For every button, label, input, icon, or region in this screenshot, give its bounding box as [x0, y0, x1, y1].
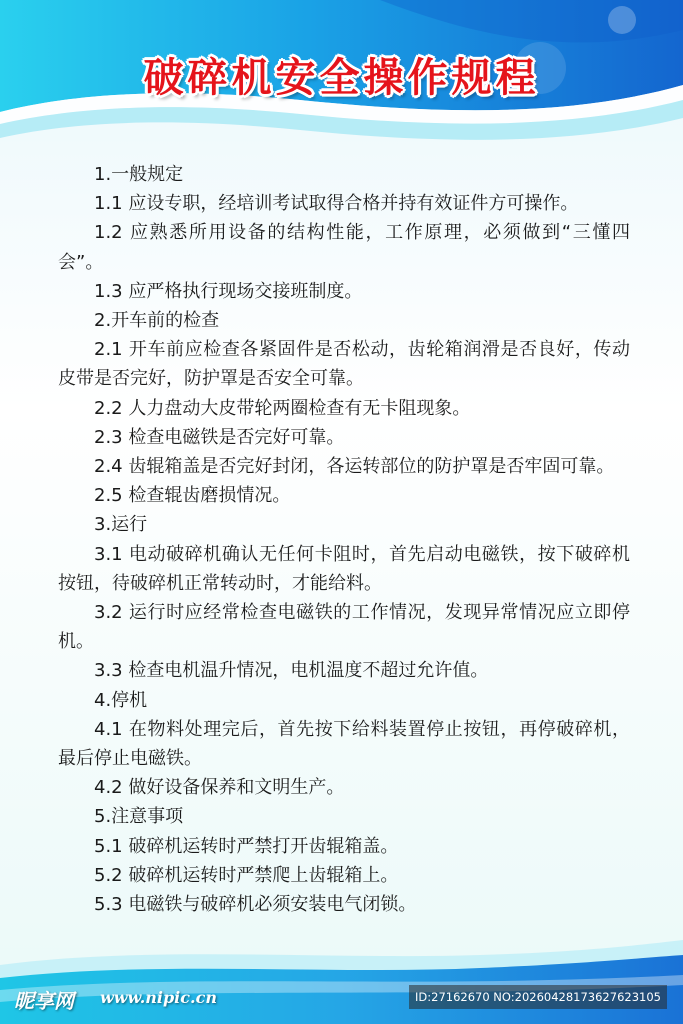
rule-paragraph: 2.3 检查电磁铁是否完好可靠。 [94, 426, 345, 448]
rule-paragraph: 3.1 电动破碎机确认无任何卡阻时，首先启动电磁铁，按下破碎机按钮，待破碎机正常转动时，才能给料。 [58, 543, 630, 594]
rule-paragraph: 2.4 齿辊箱盖是否完好封闭，各运转部位的防护罩是否牢固可靠。 [94, 456, 615, 478]
nipic-logo: 昵享网 [14, 989, 74, 1013]
rule-paragraph: 1.3 应严格执行现场交接班制度。 [94, 280, 363, 302]
rule-paragraph: 4.停机 [94, 689, 148, 711]
regulation-text [58, 160, 630, 919]
rule-paragraph: 2.2 人力盘动大皮带轮两圈检查有无卡阻现象。 [94, 397, 471, 419]
rule-paragraph: 2.5 检查辊齿磨损情况。 [94, 485, 291, 507]
rule-paragraph: 2.1 开车前应检查各紧固件是否松动，齿轮箱润滑是否良好，传动皮带是否完好，防护罩是否安全可靠。 [58, 339, 630, 390]
image-id-label: ID:27162670 NO:20260428173627623105 [409, 985, 667, 1009]
rule-paragraph: 4.2 做好设备保养和文明生产。 [94, 777, 345, 799]
rule-paragraph: 5.1 破碎机运转时严禁打开齿辊箱盖。 [94, 835, 399, 857]
rule-paragraph: 3.2 运行时应经常检查电磁铁的工作情况，发现异常情况应立即停机。 [58, 602, 630, 653]
rule-paragraph: 1.2 应熟悉所用设备的结构性能，工作原理，必须做到“三懂四会”。 [58, 222, 630, 273]
nipic-site-url: www.nipic.cn [100, 988, 217, 1007]
rule-paragraph: 3.3 检查电机温升情况，电机温度不超过允许值。 [94, 660, 489, 682]
page-title: 破碎机安全操作规程 [143, 55, 540, 101]
rule-paragraph: 4.1 在物料处理完后，首先按下给料装置停止按钮，再停破碎机，最后停止电磁铁。 [58, 718, 630, 770]
rule-paragraph: 5.3 电磁铁与破碎机必须安装电气闭锁。 [94, 894, 417, 916]
rule-paragraph: 5.2 破碎机运转时严禁爬上齿辊箱上。 [94, 864, 399, 886]
rule-paragraph: 5.注意事项 [94, 806, 184, 828]
rule-paragraph: 3.运行 [94, 514, 148, 536]
rule-paragraph: 2.开车前的检查 [94, 310, 220, 332]
rule-paragraph: 1.一般规定 [94, 164, 184, 185]
rule-paragraph: 1.1 应设专职，经培训考试取得合格并持有效证件方可操作。 [94, 193, 579, 215]
